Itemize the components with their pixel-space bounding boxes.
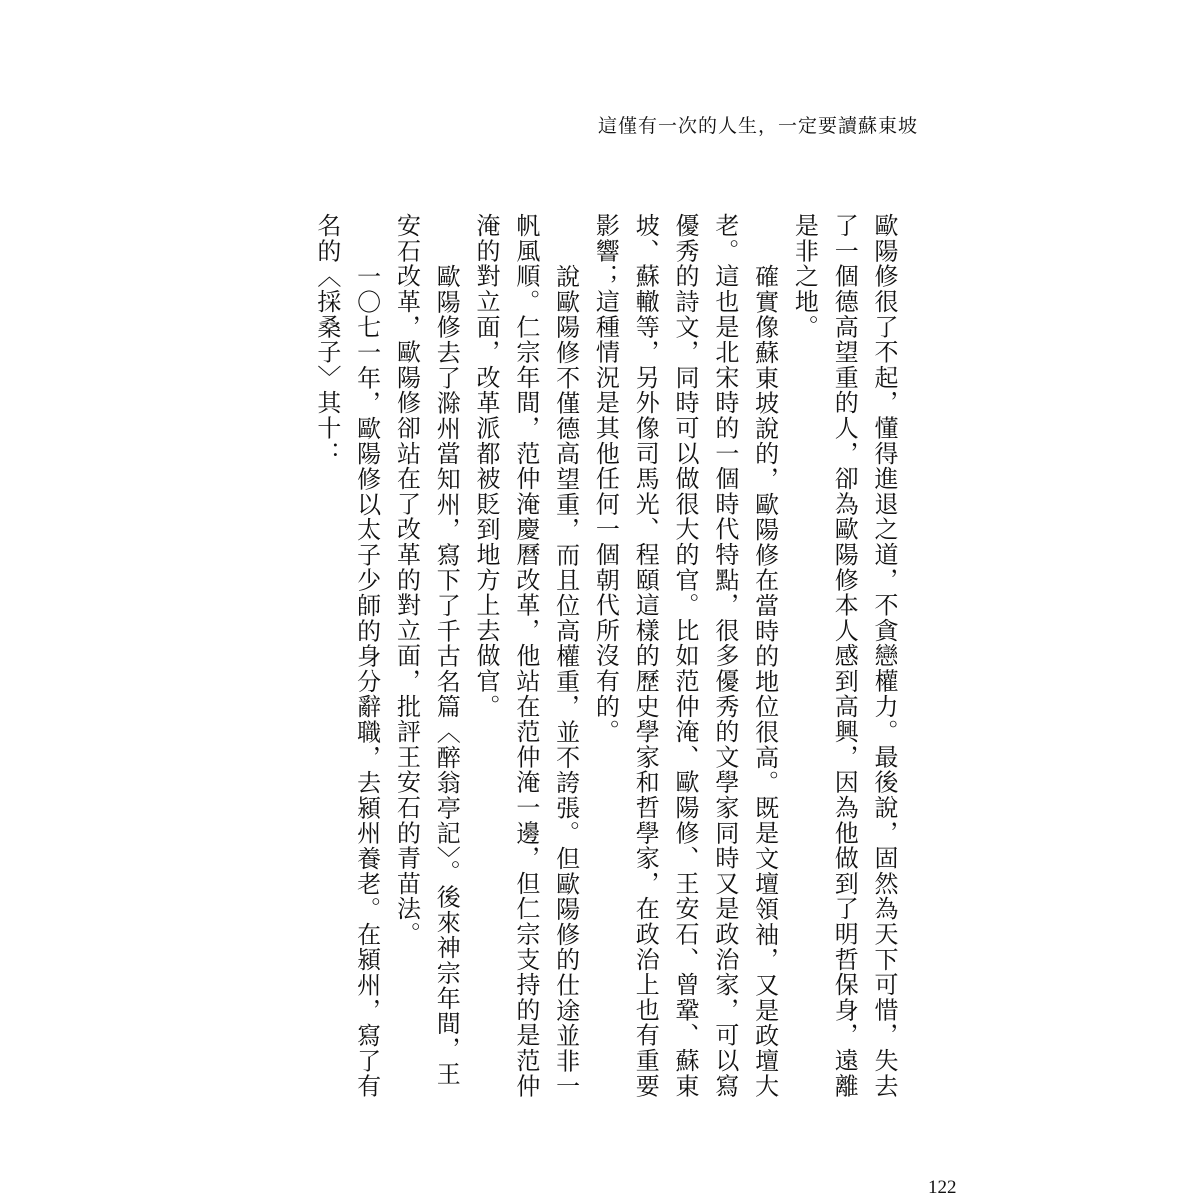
paragraph xyxy=(783,213,902,1103)
text-column: 歐陽修很了不起，懂得進退之道，不貪戀權力。最後說，固然為天下可惜，失去 xyxy=(870,213,896,1099)
paragraph xyxy=(305,213,385,1103)
body-text xyxy=(305,213,902,1103)
text-column: 是非之地。 xyxy=(790,213,817,340)
text-column: 優秀的詩文，同時可以做很大的官。比如范仲淹、歐陽修、王安石、曾鞏、蘇東 xyxy=(671,213,698,1099)
text-column: 一〇七一年，歐陽修以太子少師的身分辭職，去潁州養老。在潁州，寫了有 xyxy=(352,263,379,1099)
page-number: 122 xyxy=(928,1177,957,1198)
paragraph xyxy=(584,213,783,1103)
running-head: 這僅有一次的人生，一定要讀蘇東坡 xyxy=(597,116,918,137)
text-column: 確實像蘇東坡說的，歐陽修在當時的地位很高。既是文壇領袖，又是政壇大 xyxy=(750,263,777,1099)
text-column: 帆風順。仁宗年間，范仲淹慶曆改革，他站在范仲淹一邊，但仁宗支持的是范仲 xyxy=(511,213,538,1099)
text-column: 歐陽修去了滁州當知州，寫下了千古名篇〈醉翁亭記〉。後來神宗年間，王 xyxy=(432,263,459,1087)
text-column: 名的〈採桑子〉其十： xyxy=(312,213,339,466)
text-column: 說歐陽修不僅德高望重，而且位高權重，並不誇張。但歐陽修的仕途並非一 xyxy=(551,263,578,1099)
paragraph xyxy=(385,213,465,1103)
text-column: 坡、蘇轍等，另外像司馬光、程頤這樣的歷史學家和哲學家，在政治上也有重要 xyxy=(631,213,658,1099)
text-column: 了一個德高望重的人，卻為歐陽修本人感到高興，因為他做到了明哲保身，遠離 xyxy=(830,213,857,1099)
paragraph xyxy=(464,213,583,1103)
text-column: 影響；這種情況是其他任何一個朝代所沒有的。 xyxy=(591,213,618,745)
text-column: 老。這也是北宋時的一個時代特點，很多優秀的文學家同時又是政治家，可以寫 xyxy=(710,213,737,1099)
text-column: 安石改革，歐陽修卻站在了改革的對立面，批評王安石的青苗法。 xyxy=(392,213,419,947)
text-column: 淹的對立面，改革派都被貶到地方上去做官。 xyxy=(472,213,499,719)
